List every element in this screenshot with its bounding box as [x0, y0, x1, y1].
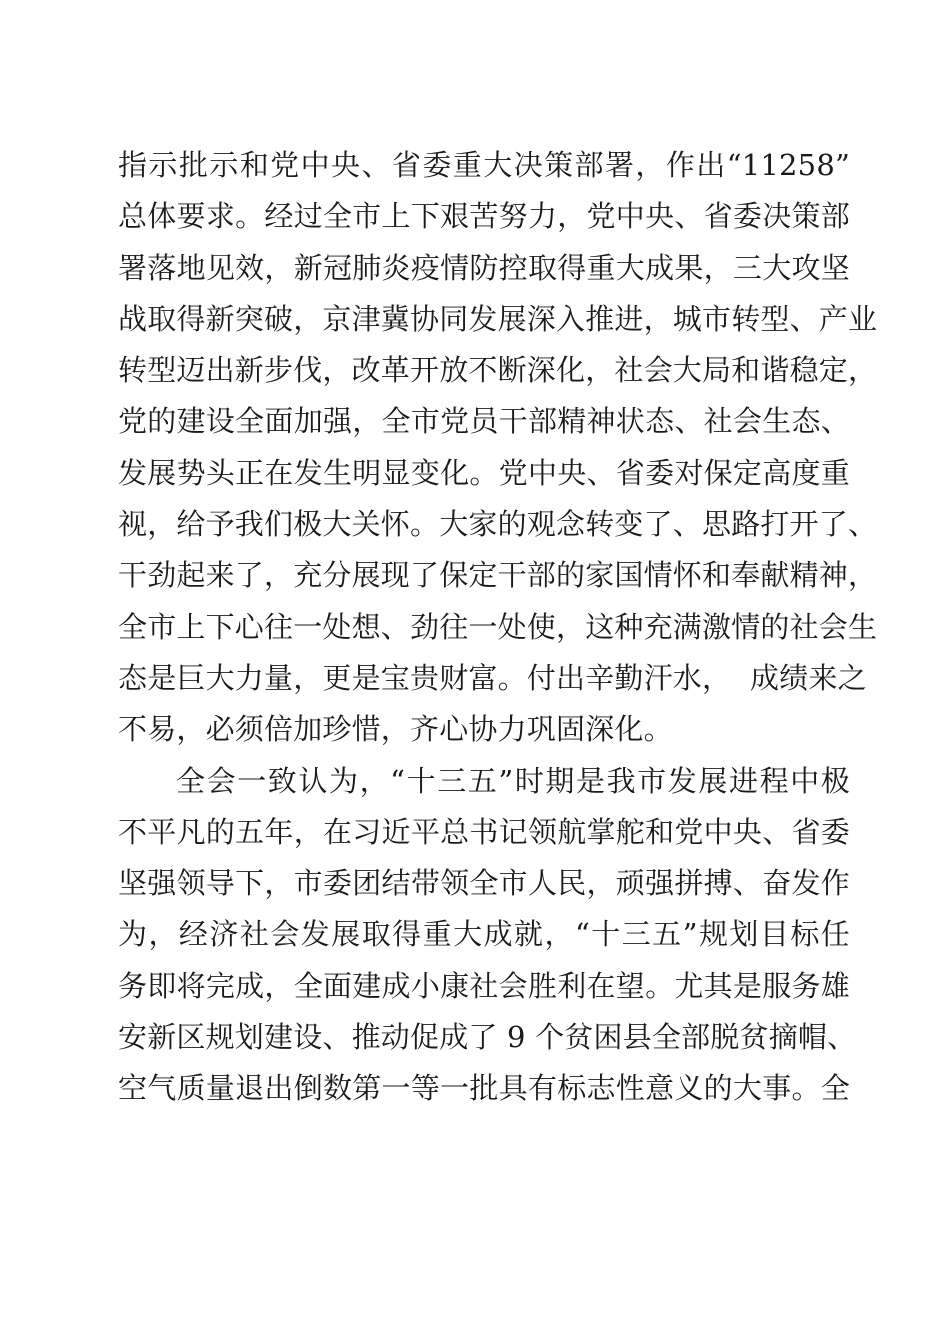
text-line: 转型迈出新步伐，改革开放不断深化，社会大局和谐稳定，	[118, 353, 878, 388]
text-line: 署落地见效，新冠肺炎疫情防控取得重大成果，三大攻坚	[118, 250, 850, 285]
text-line: 为，经济社会发展取得重大成就，“十三五”规划目标任	[118, 917, 850, 952]
text-line: 不易，必须倍加珍惜，齐心协力巩固深化。	[118, 712, 673, 747]
text-line: 战取得新突破，京津冀协同发展深入推进，城市转型、产业	[118, 301, 878, 336]
text-line: 空气质量退出倒数第一等一批具有标志性意义的大事。全	[118, 1071, 850, 1106]
text-line: 全会一致认为，“十三五”时期是我市发展进程中极	[176, 763, 850, 798]
text-line: 干劲起来了，充分展现了保定干部的家国情怀和奉献精神，	[118, 558, 878, 593]
paragraph-2	[118, 756, 857, 1115]
text-line: 总体要求。经过全市上下艰苦努力，党中央、省委决策部	[118, 199, 850, 234]
text-line: 不平凡的五年，在习近平总书记领航掌舵和党中央、省委	[118, 814, 850, 849]
text-line: 务即将完成，全面建成小康社会胜利在望。尤其是服务雄	[118, 968, 850, 1003]
paragraph-1	[118, 140, 878, 756]
text-line: 态是巨大力量，更是宝贵财富。付出辛勤汗水， 成绩来之	[118, 660, 867, 695]
document-page	[118, 140, 878, 1115]
text-line: 全市上下心往一处想、劲往一处使，这种充满激情的社会生	[118, 609, 878, 644]
text-line: 指示批示和党中央、省委重大决策部署，作出“11258”	[118, 148, 850, 182]
text-line: 视，给予我们极大关怀。大家的观念转变了、思路打开了、	[118, 507, 878, 542]
text-line: 发展势头正在发生明显变化。党中央、省委对保定高度重	[118, 455, 850, 490]
text-line: 坚强领导下，市委团结带领全市人民，顽强拼搏、奋发作	[118, 866, 850, 901]
text-line: 党的建设全面加强，全市党员干部精神状态、社会生态、	[118, 404, 850, 439]
text-line: 安新区规划建设、推动促成了 9 个贫困县全部脱贫摘帽、	[118, 1020, 857, 1055]
